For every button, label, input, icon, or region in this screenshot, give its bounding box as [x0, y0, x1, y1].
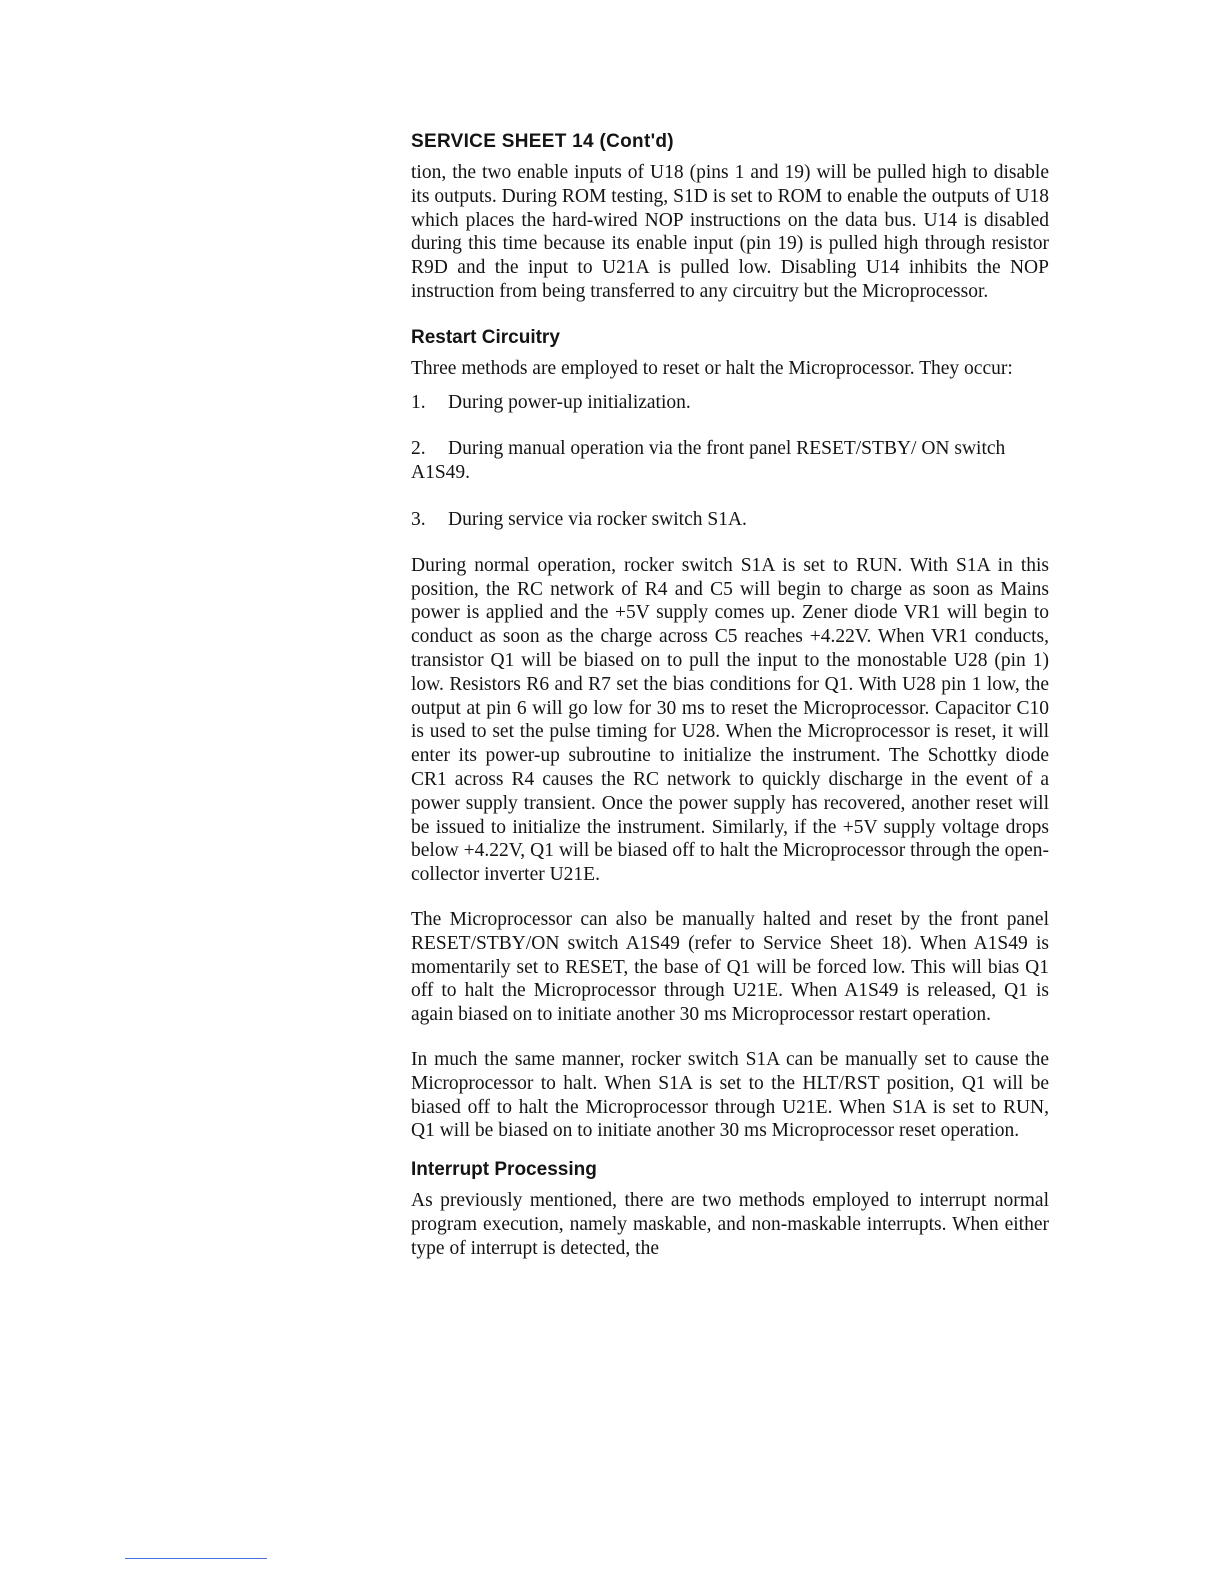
restart-paragraph-normal-operation: During normal operation, rocker switch S1A is set to RUN. With S1A in this position, the RC network of R4 and C5 will begin to charge as soon as Mains power is applied and the +5V supply comes up. Zener diode VR1 will begin to conduct as soon as the charge across C5 reaches +4.22V. When VR1 conducts, transistor Q1 will be biased on to pull the input to the monostable U28 (pin 1) low. Resistors R6 and R7 set the bias conditions for Q1. With U28 pin 1 low, the output at pin 6 will go low for 30 ms to reset the Microprocessor. Capacitor C10 is used to set the pulse timing for U28. When the Microprocessor is reset, it will enter its power-up subroutine to initialize the instrument. The Schottky diode CR1 across R4 causes the RC network to quickly discharge in the event of a power supply transient. Once the power supply has recovered, another reset will be issued to initialize the instrument. Similarly, if the +5V supply voltage drops below +4.22V, Q1 will be biased off to halt the Microprocessor through the open-collector inverter U21E. — [411, 554, 1049, 886]
footnote-rule — [125, 1558, 267, 1559]
page-heading: SERVICE SHEET 14 (Cont'd) — [411, 131, 674, 152]
restart-paragraph-rocker-switch: In much the same manner, rocker switch S1A can be manually set to cause the Microprocessor to halt. When S1A is set to the HLT/RST position, Q1 will be biased off to halt the Microprocessor through U21E. When S1A is set to RUN, Q1 will be biased on to initiate another 30 ms Microprocessor reset operation. — [411, 1048, 1049, 1142]
list-item — [411, 391, 1049, 415]
document-page — [411, 129, 1049, 1260]
list-item-text: During manual operation via the front panel RESET/STBY/ ON switch A1S49. — [411, 438, 1006, 484]
intro-paragraph: tion, the two enable inputs of U18 (pins 1 and 19) will be pulled high to disable its outputs. During ROM testing, S1D is set to ROM to enable the outputs of U18 which places the hard-wired NOP instructions on the data bus. U14 is disabled during this time because its enable input (pin 19) is pulled high through resistor R9D and the input to U21A is pulled low. Disabling U14 inhibits the NOP instruction from being transferred to any circuitry but the Microprocessor. — [411, 162, 1049, 302]
list-item-text: During power-up initialization. — [448, 391, 691, 413]
restart-intro-paragraph: Three methods are employed to reset or halt the Microprocessor. They occur: — [411, 357, 1013, 379]
section-heading-restart: Restart Circuitry — [411, 326, 560, 348]
list-item-text: During service via rocker switch S1A. — [448, 508, 747, 530]
list-item-number: 1. — [411, 391, 426, 413]
restart-paragraph-manual-reset: The Microprocessor can also be manually halted and reset by the front panel RESET/STBY/ON switch A1S49 (refer to Service Sheet 18). When A1S49 is momentarily set to RESET, the base of Q1 will be forced low. This will bias Q1 off to halt the Microprocessor through U21E. When A1S49 is released, Q1 is again biased on to initiate another 30 ms Microprocessor restart operation. — [411, 908, 1049, 1026]
list-item-number: 2. — [411, 438, 426, 460]
interrupt-paragraph: As previously mentioned, there are two methods employed to interrupt normal program execution, namely maskable, and non-maskable interrupts. When either type of interrupt is detected, the — [411, 1190, 1049, 1259]
section-heading-interrupt: Interrupt Processing — [411, 1159, 597, 1181]
list-item — [411, 508, 1049, 532]
list-item-number: 3. — [411, 508, 426, 530]
list-item — [411, 437, 1011, 485]
